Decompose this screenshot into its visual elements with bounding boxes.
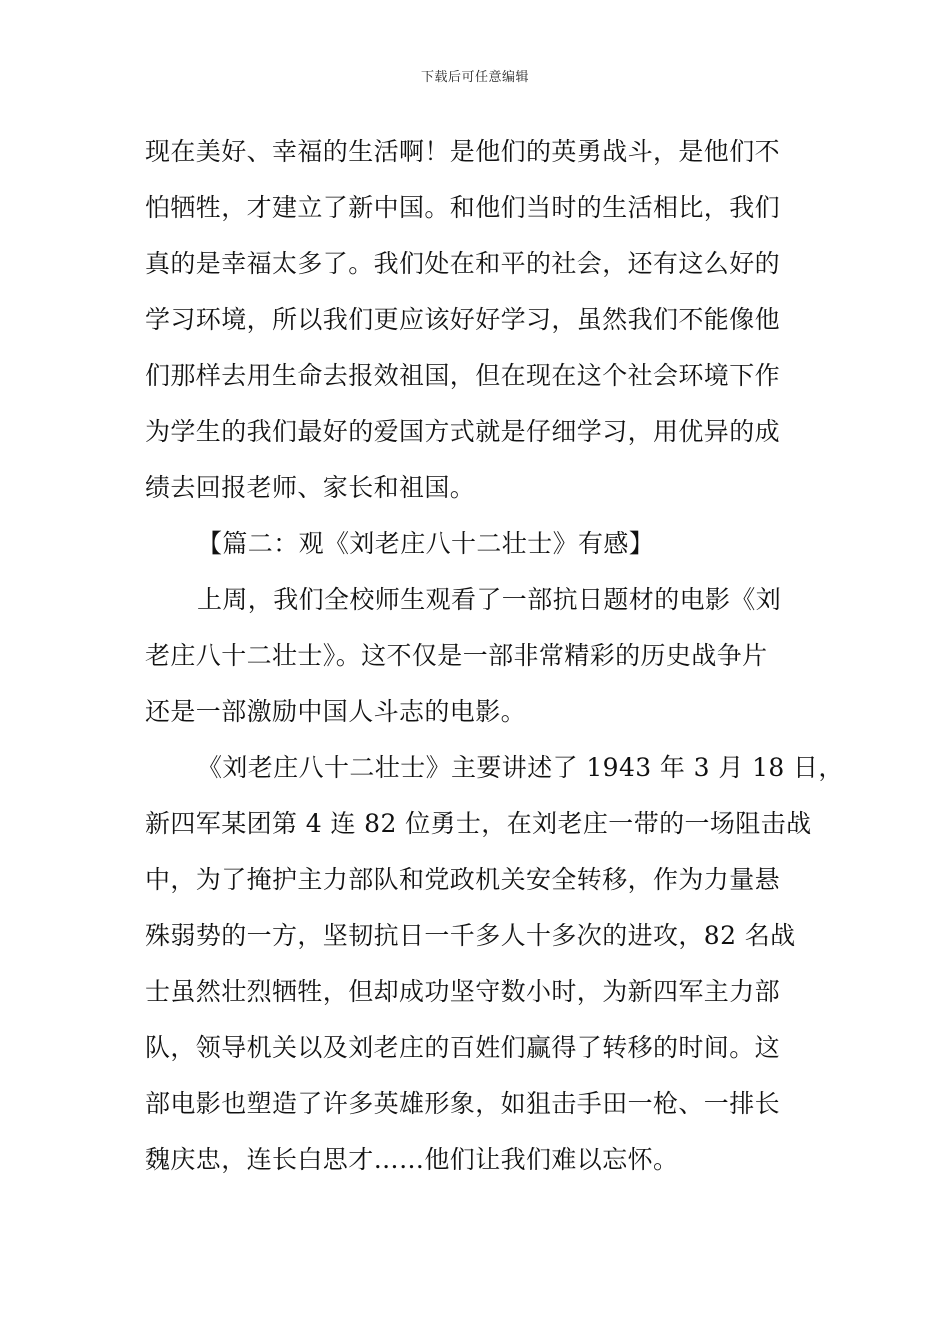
page-header: 下载后可任意编辑 xyxy=(420,70,529,85)
text-line: 真的是幸福太多了。我们处在和平的社会，还有这么好的 xyxy=(145,249,781,278)
text-line: 老庄八十二壮士》。这不仅是一部非常精彩的历史战争片 xyxy=(145,641,768,670)
text-line: 绩去回报老师、家长和祖国。 xyxy=(145,473,476,502)
text-line: 现在美好、幸福的生活啊！是他们的英勇战斗，是他们不 xyxy=(145,137,781,166)
text-line: 队，领导机关以及刘老庄的百姓们赢得了转移的时间。这 xyxy=(145,1033,781,1062)
text-line: 《刘老庄八十二壮士》主要讲述了 1943 年 3 月 18 日， xyxy=(197,753,844,782)
text-line: 新四军某团第 4 连 82 位勇士，在刘老庄一带的一场阻击战 xyxy=(145,809,812,838)
text-line: 为学生的我们最好的爱国方式就是仔细学习，用优异的成 xyxy=(145,417,781,446)
text-line: 魏庆忠，连长白思才……他们让我们难以忘怀。 xyxy=(145,1145,679,1174)
text-line: 们那样去用生命去报效祖国，但在现在这个社会环境下作 xyxy=(145,361,781,390)
text-line: 怕牺牲，才建立了新中国。和他们当时的生活相比，我们 xyxy=(145,193,781,222)
text-line: 士虽然壮烈牺牲，但却成功坚守数小时，为新四军主力部 xyxy=(145,977,781,1006)
text-line: 学习环境，所以我们更应该好好学习，虽然我们不能像他 xyxy=(145,305,781,334)
section-heading: 【篇二：观《刘老庄八十二壮士》有感】 xyxy=(197,529,655,558)
text-line: 中，为了掩护主力部队和党政机关安全转移，作为力量悬 xyxy=(145,865,781,894)
text-line: 上周，我们全校师生观看了一部抗日题材的电影《刘 xyxy=(197,585,782,614)
text-line: 还是一部激励中国人斗志的电影。 xyxy=(145,697,527,726)
text-line: 殊弱势的一方，坚韧抗日一千多人十多次的进攻，82 名战 xyxy=(145,921,796,950)
document-body xyxy=(145,124,844,1188)
text-line: 部电影也塑造了许多英雄形象，如狙击手田一枪、一排长 xyxy=(145,1089,781,1118)
